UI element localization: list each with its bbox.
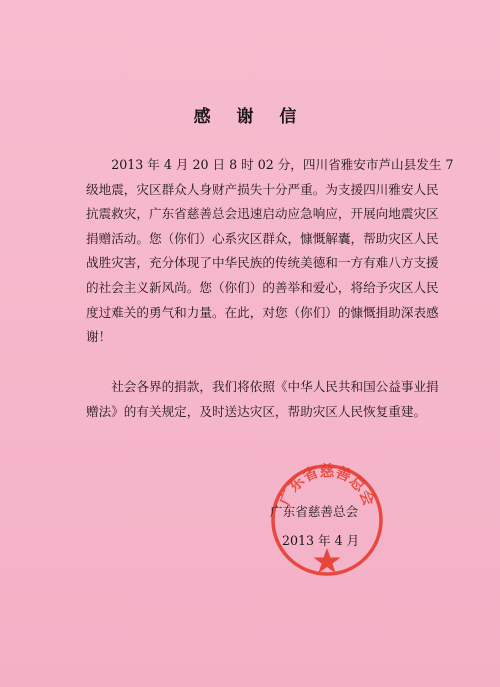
- seal-star-icon: [314, 548, 341, 573]
- paragraph-line: 赠法》的有关规定，及时送达灾区，帮助灾区人民恢复重建。: [86, 403, 427, 419]
- paragraph-line: 抗震救灾，广东省慈善总会迅速启动应急响应，开展向地震灾区: [86, 206, 439, 222]
- paragraph-line: 级地震，灾区群众人身财产损失十分严重。为支援四川雅安人民: [86, 181, 439, 197]
- paragraph-line: 社会各界的捐款，我们将依照《中华人民共和国公益事业捐: [111, 379, 439, 394]
- paragraph-line: 的社会主义新风尚。您（你们）的善举和爱心，将给予灾区人民: [86, 279, 439, 295]
- paragraph-line: 捐赠活动。您（你们）心系灾区群众，慷慨解囊，帮助灾区人民: [86, 230, 439, 246]
- official-seal: [267, 460, 387, 580]
- paragraph-line: 谢！: [86, 329, 112, 345]
- body-paragraph-1: [86, 153, 454, 350]
- paragraph-line: 战胜灾害，充分体现了中华民族的传统美德和一方有难八方支援: [86, 255, 439, 271]
- letter-date: 2013 年 4 月: [282, 533, 360, 548]
- body-paragraph-2: [86, 375, 439, 424]
- letter-title: 感 谢 信: [193, 107, 307, 127]
- signature-organization: 广东省慈善总会: [270, 504, 359, 519]
- paragraph-line: 度过难关的勇气和力量。在此，对您（你们）的慷慨捐助深表感: [86, 304, 439, 320]
- seal-lettering: 广东省慈善总会: [275, 461, 379, 509]
- paragraph-line: 2013 年 4 月 20 日 8 时 02 分，四川省雅安市芦山县发生 7: [111, 157, 454, 172]
